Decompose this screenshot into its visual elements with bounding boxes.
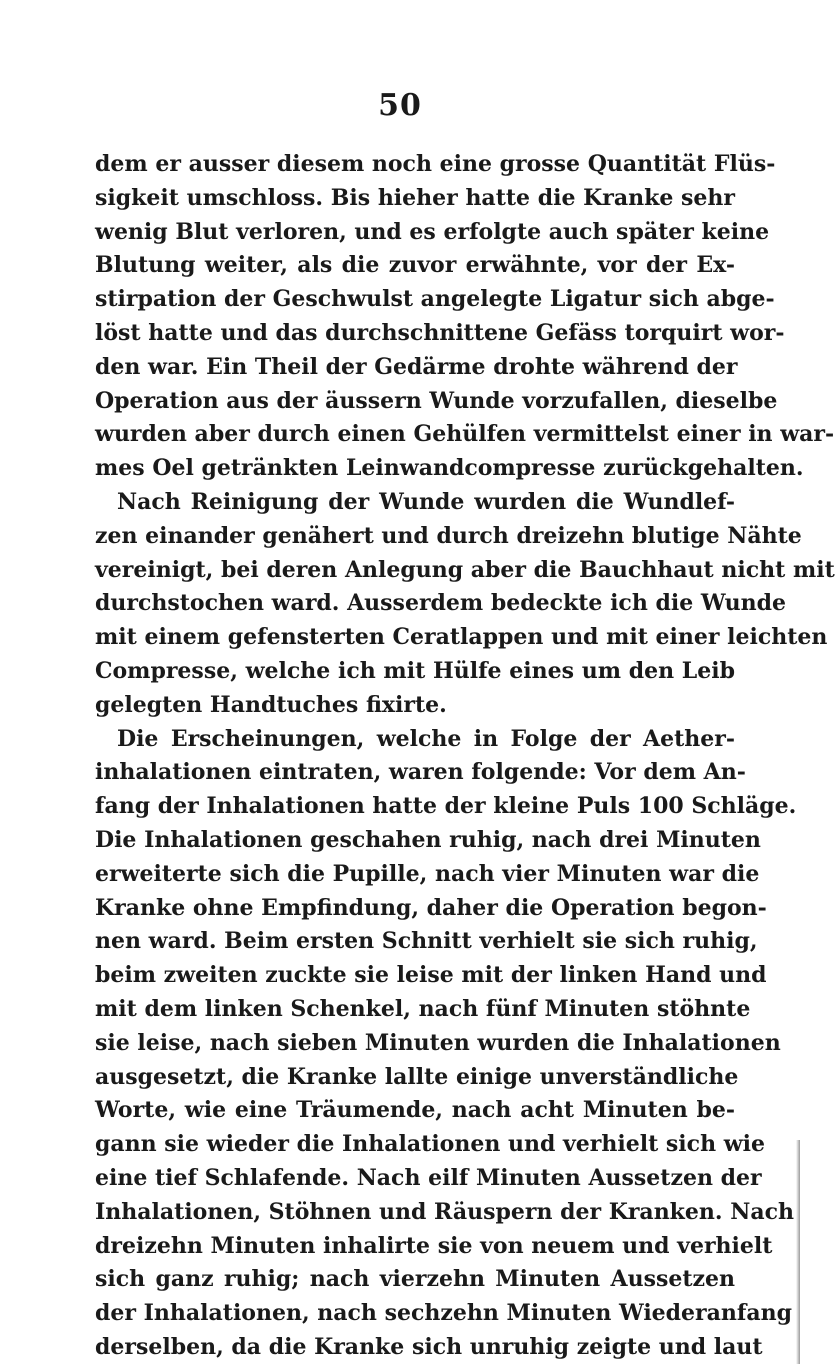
- text-line: eine tief Schlafende. Nach eilf Minuten Aussetzen der: [95, 1164, 762, 1191]
- text-line: dreizehn Minuten inhalirte sie von neuem und verhielt: [95, 1232, 773, 1259]
- text-line: wurden aber durch einen Gehülfen vermittelst einer in war-: [95, 421, 835, 448]
- text-line: ausgesetzt, die Kranke lallte einige unverständliche: [95, 1063, 739, 1090]
- text-line: durchstochen ward. Ausserdem bedeckte ich die Wunde: [95, 590, 787, 617]
- text-line: gann sie wieder die Inhalationen und verhielt sich wie: [95, 1131, 766, 1158]
- text-line: fang der Inhalationen hatte der kleine Puls 100 Schläge.: [95, 793, 797, 820]
- text-line: wenig Blut verloren, und es erfolgte auch später keine: [95, 218, 770, 245]
- text-line: sigkeit umschloss. Bis hieher hatte die Kranke sehr: [95, 184, 735, 211]
- text-line: nen ward. Beim ersten Schnitt verhielt sie sich ruhig,: [95, 928, 758, 955]
- text-line: stirpation der Geschwulst angelegte Ligatur sich abge-: [95, 286, 775, 313]
- page-number: 50: [378, 88, 422, 123]
- text-line: zen einander genähert und durch dreizehn blutige Nähte: [95, 522, 802, 549]
- text-line: Kranke ohne Empfindung, daher die Operation begon-: [95, 894, 767, 921]
- scan-edge-shadow: [796, 1140, 800, 1364]
- text-line: Worte, wie eine Träumende, nach acht Minuten be-: [95, 1097, 735, 1124]
- body-text: [95, 148, 835, 1365]
- text-line: beim zweiten zuckte sie leise mit der linken Hand und: [95, 962, 767, 989]
- text-line: Die Inhalationen geschahen ruhig, nach drei Minuten: [95, 826, 761, 853]
- text-line: Inhalationen, Stöhnen und Räuspern der Kranken. Nach: [95, 1198, 794, 1225]
- text-line: derselben, da die Kranke sich unruhig zeigte und laut: [95, 1333, 763, 1360]
- text-line: Blutung weiter, als die zuvor erwähnte, vor der Ex-: [95, 252, 735, 279]
- text-line: Nach Reinigung der Wunde wurden die Wundlef-: [117, 488, 735, 515]
- text-line: Operation aus der äussern Wunde vorzufallen, dieselbe: [95, 387, 778, 414]
- text-line: gelegten Handtuches fixirte.: [95, 691, 447, 718]
- text-line: sie leise, nach sieben Minuten wurden die Inhalationen: [95, 1029, 781, 1056]
- text-line: den war. Ein Theil der Gedärme drohte während der: [95, 353, 738, 380]
- text-line: der Inhalationen, nach sechzehn Minuten Wiederanfang: [95, 1300, 792, 1327]
- text-line: vereinigt, bei deren Anlegung aber die Bauchhaut nicht mit: [95, 556, 835, 583]
- text-line: löst hatte und das durchschnittene Gefäss torquirt wor-: [95, 319, 785, 346]
- text-line: mit einem gefensterten Ceratlappen und mit einer leichten: [95, 624, 828, 651]
- text-line: Compresse, welche ich mit Hülfe eines um den Leib: [95, 657, 735, 684]
- text-line: sich ganz ruhig; nach vierzehn Minuten Aussetzen: [95, 1266, 735, 1293]
- text-line: mit dem linken Schenkel, nach fünf Minuten stöhnte: [95, 995, 751, 1022]
- text-line: erweiterte sich die Pupille, nach vier Minuten war die: [95, 860, 760, 887]
- text-line: mes Oel getränkten Leinwandcompresse zurückgehalten.: [95, 455, 804, 482]
- text-line: dem er ausser diesem noch eine grosse Quantität Flüs-: [95, 151, 776, 177]
- text-line: Die Erscheinungen, welche in Folge der Aether-: [117, 725, 735, 752]
- text-line: inhalationen eintraten, waren folgende: Vor dem An-: [95, 759, 746, 786]
